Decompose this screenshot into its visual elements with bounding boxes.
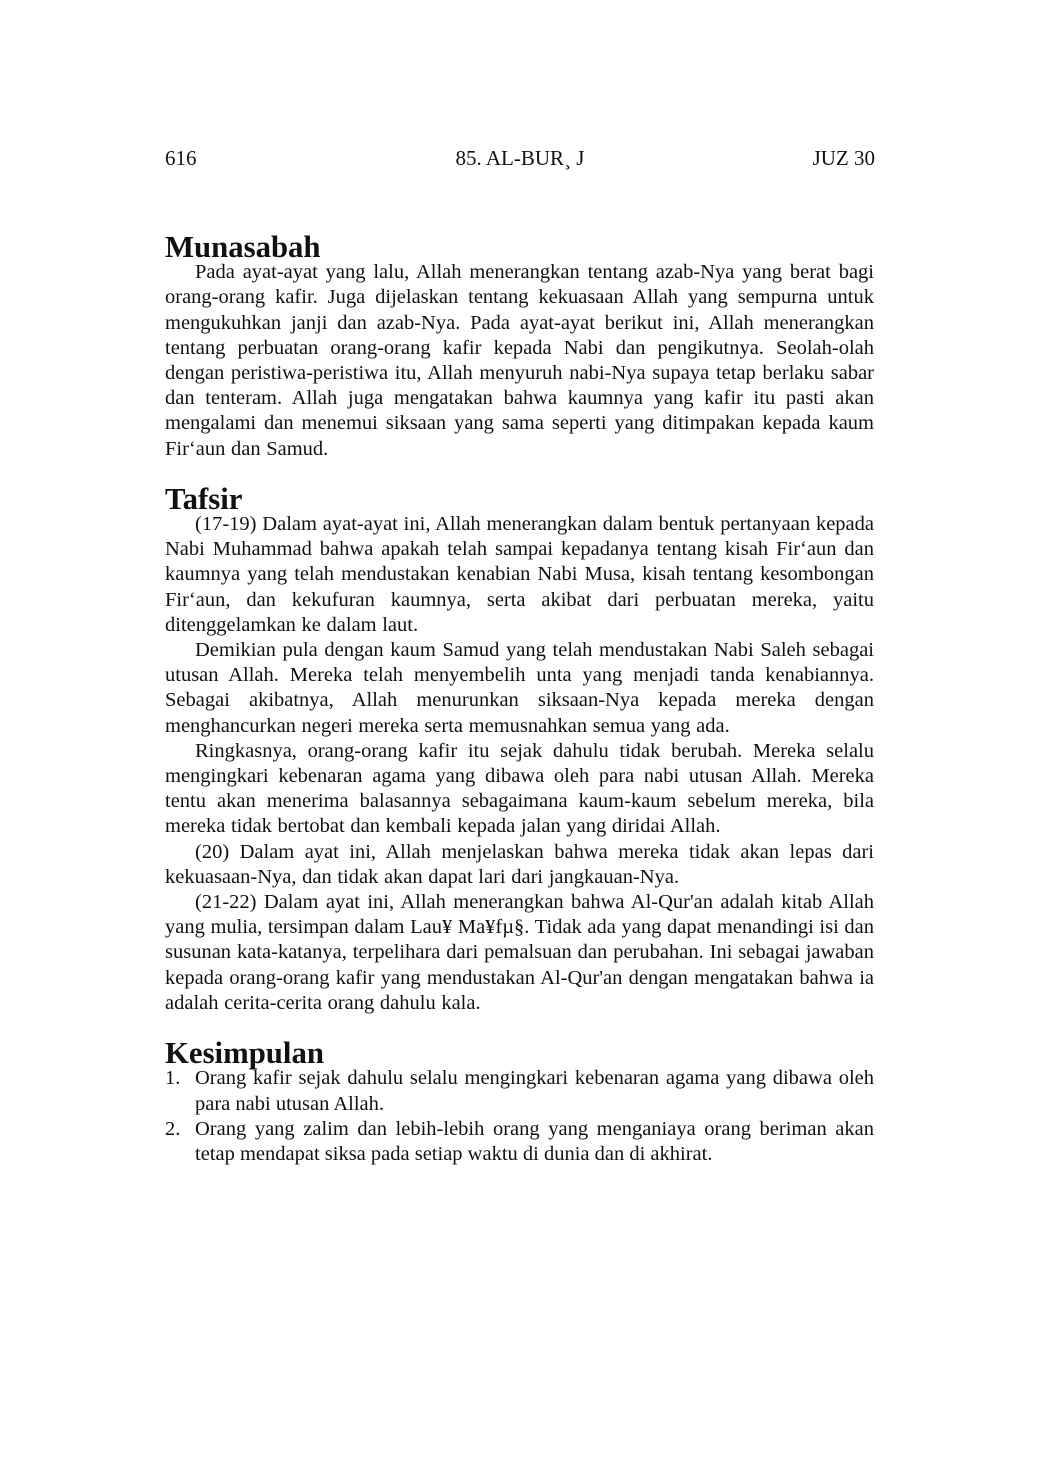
munasabah-section [165, 230, 874, 462]
tafsir-paragraph-samud: Demikian pula dengan kaum Samud yang telah mendustakan Nabi Saleh sebagai utusan Allah. Mereka telah menyembelih unta yang menjadi tanda kenabiannya. Sebagai akibatnya, Allah menurunkan siksaan-Nya kepada mereka dengan menghancurkan negeri mereka serta memusnahkan semua yang ada. [165, 639, 874, 737]
tafsir-paragraph-ringkasnya: Ringkasnya, orang-orang kafir itu sejak dahulu tidak berubah. Mereka selalu mengingkari kebenaran agama yang dibawa oleh para nabi utusan Allah. Mereka tentu akan menerima balasannya sebagaimana kaum-kaum sebelum mereka, bila mereka tidak bertobat dan kembali kepada jalan yang diridai Allah. [165, 739, 874, 838]
list-item-text: Orang kafir sejak dahulu selalu mengingkari kebenaran agama yang dibawa oleh para nabi utusan Allah. [195, 1067, 874, 1115]
page-number: 616 [165, 146, 197, 170]
list-item-number: 1. [165, 1067, 181, 1090]
kesimpulan-section [165, 1036, 874, 1167]
list-item-number: 2. [165, 1117, 181, 1140]
list-item-text: Orang yang zalim dan lebih-lebih orang yang menganiaya orang beriman akan tetap mendapat siksa pada setiap waktu di dunia dan di akhirat. [195, 1117, 874, 1165]
tafsir-heading: Tafsir [165, 481, 243, 516]
kesimpulan-heading: Kesimpulan [165, 1036, 324, 1071]
page-body [165, 230, 874, 1167]
tafsir-paragraph-21-22: (21-22) Dalam ayat ini, Allah menerangkan bahwa Al-Qur'an adalah kitab Allah yang mulia, tersimpan dalam Lau¥ Ma¥fµ§. Tidak ada yang dapat menandingi isi dan susunan kata-katanya, terpelihara dari pemalsuan dan perubahan. Ini sebagai jawaban kepada orang-orang kafir yang mendustakan Al-Qur'an dengan mengatakan bahwa ia adalah cerita-cerita orang dahulu kala. [165, 891, 874, 1014]
page-header [165, 146, 875, 174]
list-item [165, 1117, 874, 1167]
tafsir-section [165, 481, 874, 1016]
munasabah-paragraph: Pada ayat-ayat yang lalu, Allah menerangkan tentang azab-Nya yang berat bagi orang-orang kafir. Juga dijelaskan tentang kekuasaan Allah yang sempurna untuk mengukuhkan janji dan azab-Nya. Pada ayat-ayat berikut ini, Allah menerangkan tentang perbuatan orang-orang kafir kepada Nabi dan pengikutnya. Seolah-olah dengan peristiwa-peristiwa itu, Allah menyuruh nabi-Nya supaya tetap berlaku sabar dan tenteram. Allah juga mengatakan bahwa kaumnya yang kafir itu pasti akan mengalami dan menemui siksaan yang sama seperti yang ditimpakan kepada kaum Fir‘aun dan Samud. [165, 261, 874, 460]
munasabah-heading: Munasabah [165, 230, 321, 264]
tafsir-paragraph-20: (20) Dalam ayat ini, Allah menjelaskan bahwa mereka tidak akan lepas dari kekuasaan-Nya, dan tidak akan dapat lari dari jangkauan-Nya. [165, 840, 874, 888]
conclusion-list [165, 1066, 874, 1167]
list-item [165, 1066, 874, 1116]
tafsir-paragraph-17-19: (17-19) Dalam ayat-ayat ini, Allah menerangkan dalam bentuk pertanyaan kepada Nabi Muhammad bahwa apakah telah sampai kepadanya tentang kisah Fir‘aun dan kaumnya yang telah mendustakan kenabian Nabi Musa, kisah tentang kesombongan Fir‘aun, dan kekufuran kaumnya, serta akibat dari perbuatan mereka, yaitu ditenggelamkan ke dalam laut. [165, 513, 874, 636]
juz-label: JUZ 30 [812, 146, 875, 170]
surah-title: 85. AL-BUR¸ J [455, 146, 585, 170]
